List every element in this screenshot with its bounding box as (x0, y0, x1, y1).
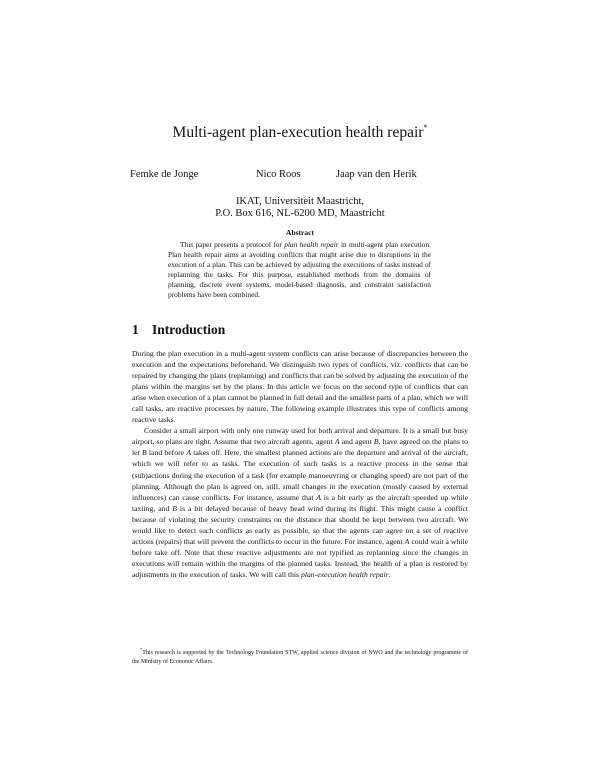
footnote-text: This research is supported by the Technology Foundation STW, applied science division of NWO and the technology programme of the Ministry of Economic Affairs. (132, 650, 468, 665)
footnote-mark: * (140, 647, 143, 652)
author-2: Nico Roos (256, 169, 301, 180)
paragraph-text: takes off. Here, the smallest planned actions are the departure and arrival of the aircraft, which we will refer to as tasks. The execution of such tasks is a reactive process in the sense that (sub)actions during the execution of a task (for example manoeuvring or changing speed) are not part of the planning. Although the plan is agreed on, still, small changes in the execution (mostly caused by external influences) can cause conflicts. For instance, assume that (132, 448, 468, 502)
paragraph-text: is a bit delayed because of heavy head wind during its flight. This might cause a conflict because of violating the security constraints on the distance that should be kept between two aircraft. We would like to detect such conflicts as early as possible, so that the agents can agree on a set of reactive actions (repairs) that will prevent the conflicts to occur in the future. For instance, agent (132, 503, 469, 546)
section-title: Introduction (152, 322, 226, 337)
math-var: A (316, 492, 321, 502)
title-footnote-mark: * (423, 123, 428, 132)
paragraph-text: Consider a small airport with only one runway used for both arrival and departure. It is a small but busy airport, so plans are tight. Assume that two aircraft agents, agent (132, 426, 468, 447)
math-var: B (373, 437, 379, 447)
section-body (132, 348, 468, 580)
paragraph-text: . (388, 569, 391, 579)
paragraph-text: is a bit early as the aircraft speeded up while taxiing, and (132, 492, 468, 513)
math-var: A (334, 437, 340, 447)
affiliation (0, 196, 600, 220)
affiliation-line-2: P.O. Box 616, NL-6200 MD, Maastricht (215, 208, 385, 219)
author-3: Jaap van den Herik (336, 169, 417, 180)
affiliation-line-1: IKAT, Universiteit Maastricht, (235, 196, 365, 207)
paragraph-2 (132, 425, 468, 580)
footnote (132, 646, 468, 666)
abstract-emphasis: plan health repair (284, 240, 339, 249)
paragraph-text: land before (146, 448, 187, 458)
math-var: A (186, 448, 192, 458)
math-var: B (172, 503, 177, 513)
abstract-heading: Abstract (286, 228, 314, 237)
section-number: 1 (132, 322, 139, 337)
abstract-part: This paper presents a protocol for (180, 240, 285, 249)
paper-title (0, 120, 600, 142)
paragraph-1: During the plan execution in a multi-agent system conflicts can arise because of discrepancies between the execution and the expectations beforehand. We distinguish two types of conflicts, viz. conflicts that can be repaired by changing the plans (replanning) and conflicts that can be solved by adjusting the execution of the plans within the margins set by the plans. In this article we focus on the second type of conflicts that can arise when execution of a plan cannot be planned in full detail and the smallest parts of a plan, which we will call tasks, are reactive processes by nature. The following example illustrates this type of conflicts among reactive tasks. (132, 349, 468, 425)
paragraph-text: could wait a while before take off. Note that these reactive adjustments are not typified as replanning since the changes in executions will remain within the margins of the planned tasks. Instead, the health of a plan is restored by adjustments in the execution of tasks. We will call this (132, 536, 468, 579)
abstract-text (168, 240, 431, 300)
paper-title-text: Multi-agent plan-execution health repair (172, 124, 424, 142)
section-heading (132, 322, 468, 338)
math-var: A (404, 536, 410, 546)
author-1: Femke de Jonge (130, 169, 199, 180)
paragraph-text: , have agreed on the plans to let (132, 437, 468, 458)
emphasis-term: plan-execution health repair (300, 569, 389, 579)
abstract-part: in multi-agent plan execution. Plan health repair aims at avoiding conflicts that might arise due to disruptions in the execution of a plan. This can be achieved by adjusting the executions of tasks instead of replanning the tasks. For this purpose, established methods from the domains of planning, discrete event systems, model-based diagnosis, and constraint satisfaction problems have been combined. (168, 240, 432, 299)
math-var: B (141, 448, 147, 458)
paragraph-text: and agent (339, 437, 374, 447)
